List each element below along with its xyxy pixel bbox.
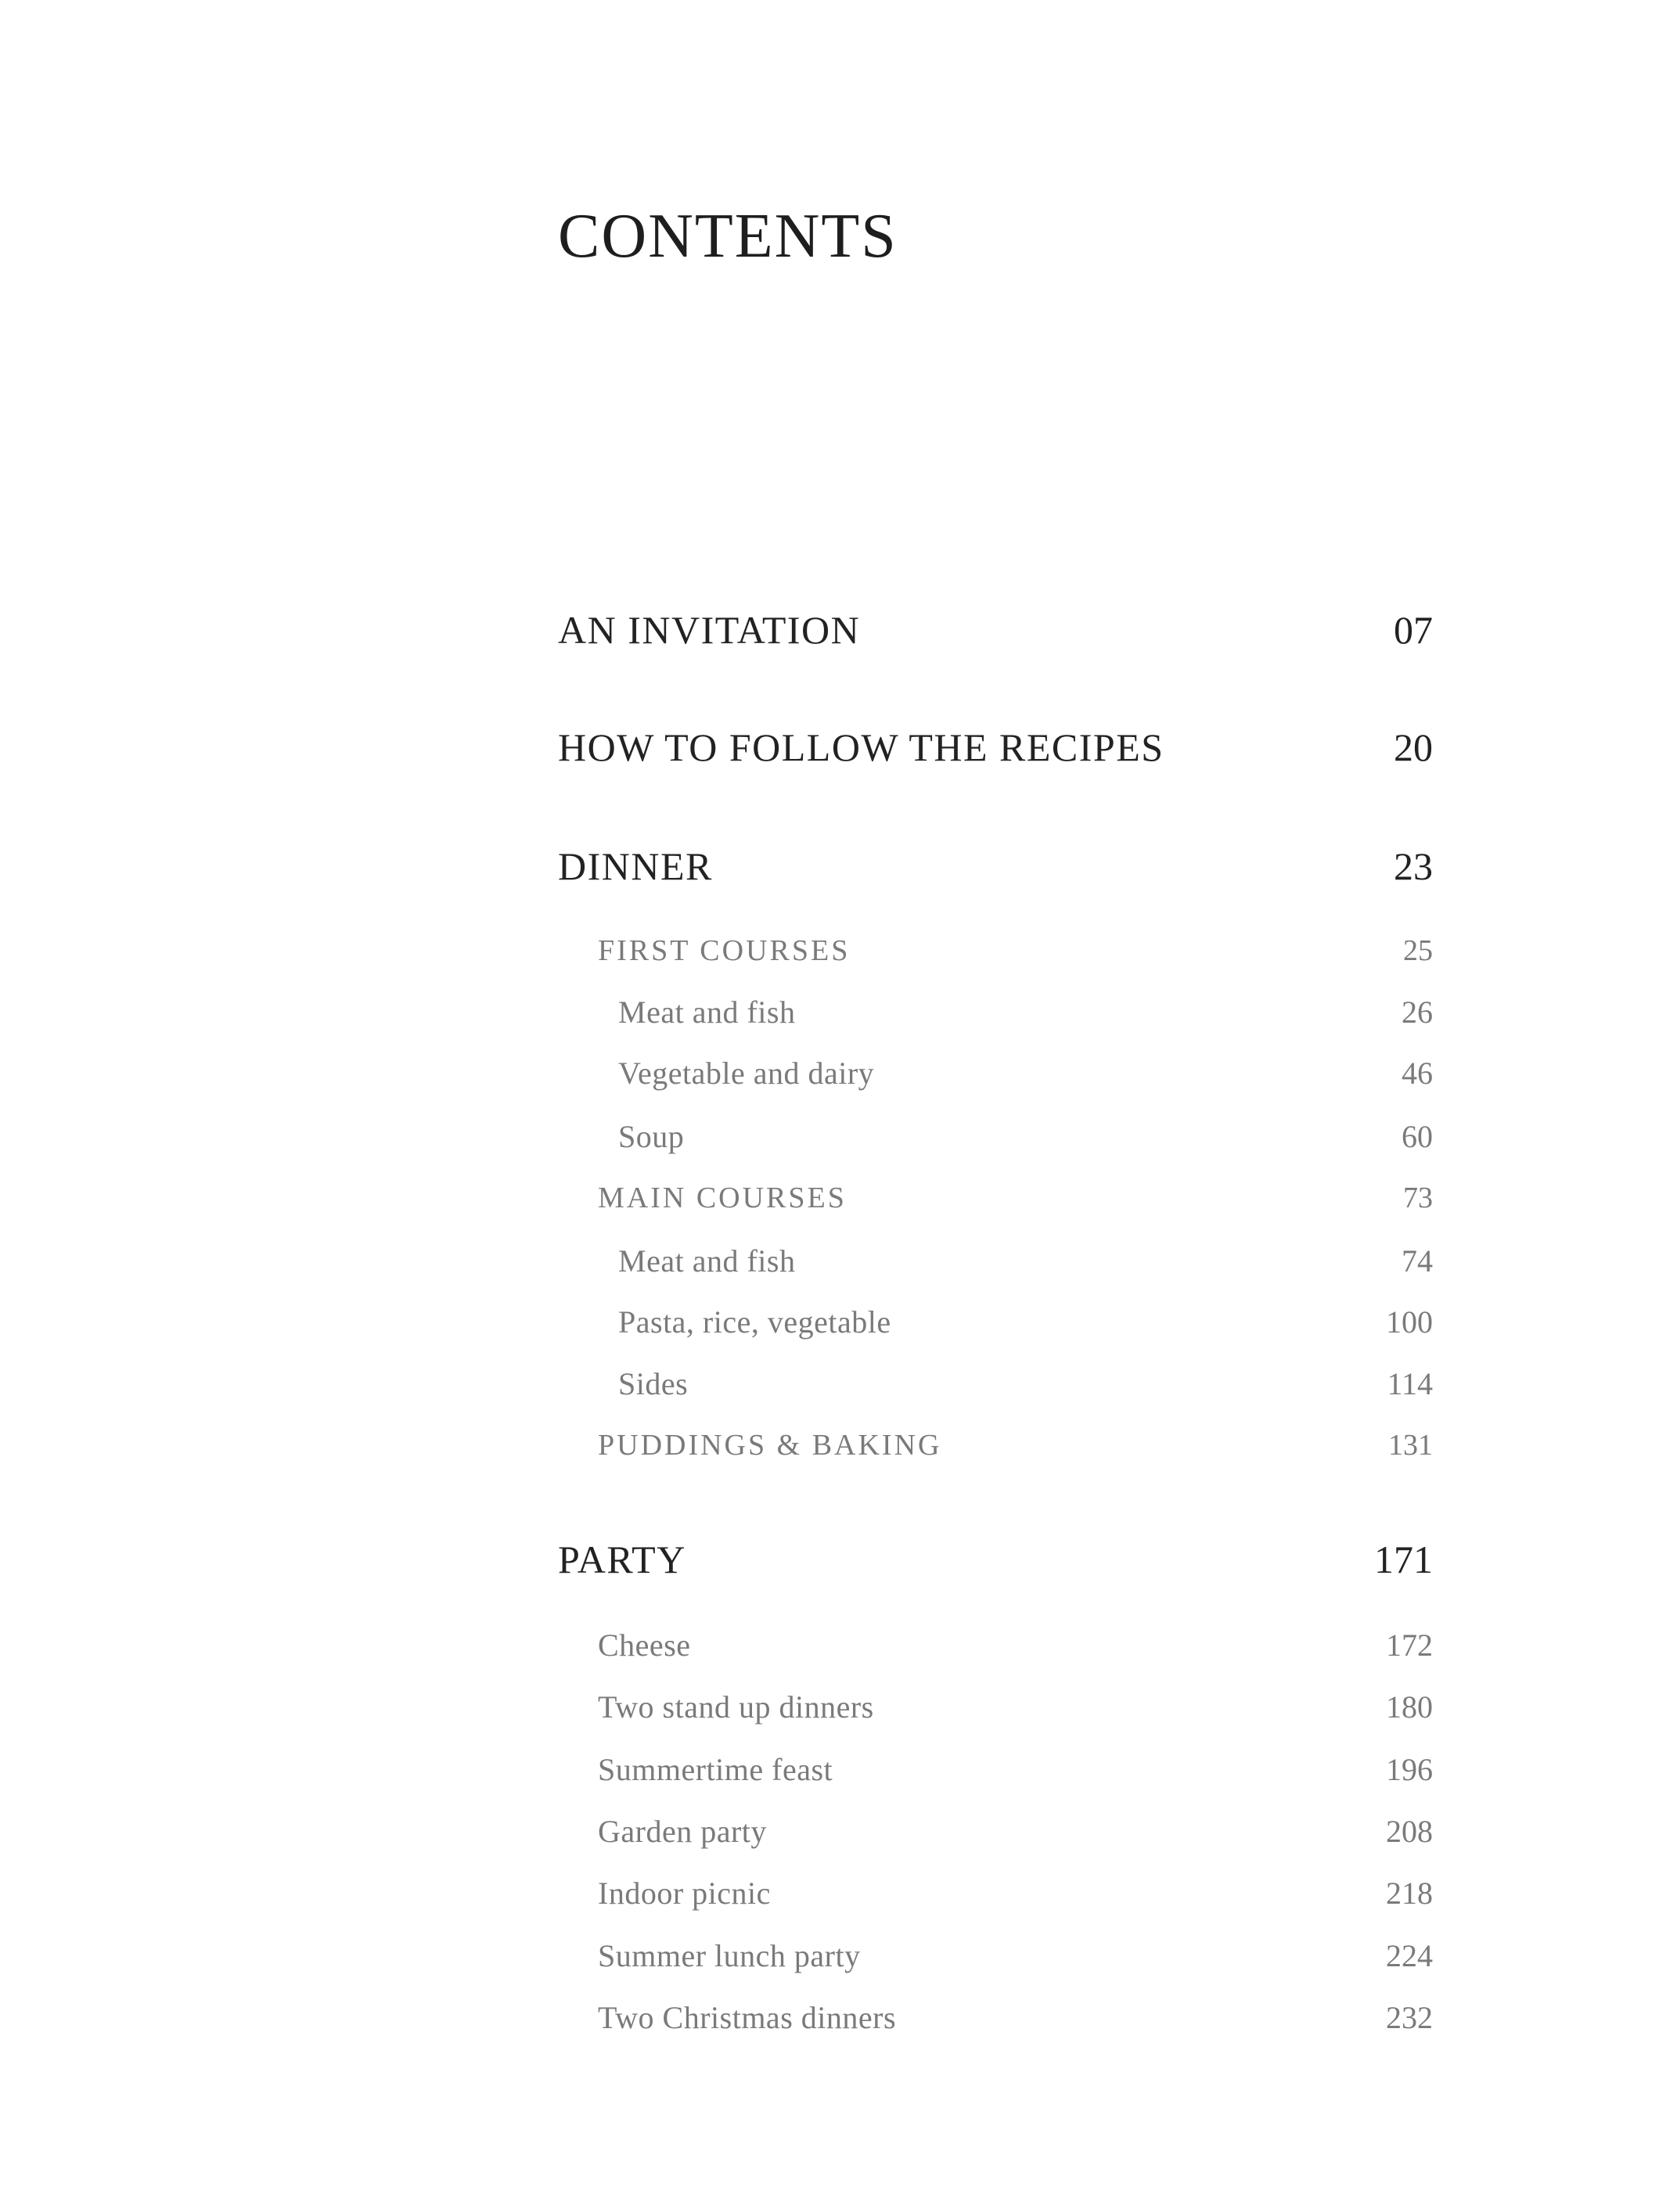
toc-page: 07 (1394, 608, 1433, 652)
toc-page: 172 (1386, 1628, 1433, 1663)
toc-label: Vegetable and dairy (618, 1056, 875, 1091)
toc-label: Meat and fish (618, 1243, 796, 1279)
toc-page: 100 (1386, 1304, 1433, 1340)
toc-page: 25 (1403, 934, 1433, 967)
toc-page: 74 (1402, 1243, 1433, 1279)
toc-entry-pasta-rice-vegetable[interactable] (558, 1304, 1433, 1354)
toc-label: Cheese (598, 1628, 691, 1663)
toc-page: 23 (1394, 844, 1433, 888)
toc-entry-dinner[interactable] (558, 844, 1433, 894)
toc-page: 73 (1403, 1182, 1433, 1214)
toc-label: FIRST COURSES (598, 934, 851, 967)
toc-entry-main-courses[interactable] (558, 1183, 1433, 1230)
toc-entry-meat-and-fish-main[interactable] (558, 1243, 1433, 1293)
toc-page: 46 (1402, 1056, 1433, 1091)
toc-entry-first-courses[interactable] (558, 936, 1433, 983)
toc-entry-meat-and-fish[interactable] (558, 997, 1433, 1044)
toc-label: Pasta, rice, vegetable (618, 1304, 891, 1340)
toc-label: Indoor picnic (598, 1876, 771, 1911)
toc-label: HOW TO FOLLOW THE RECIPES (558, 725, 1164, 769)
toc-label: Sides (618, 1366, 689, 1401)
toc-entry-cheese[interactable] (558, 1630, 1433, 1677)
toc-label: PARTY (558, 1538, 686, 1581)
toc-entry-vegetable-and-dairy[interactable] (558, 1058, 1433, 1105)
toc-entry-sides[interactable] (558, 1366, 1433, 1415)
toc-entry-how-to-follow[interactable] (558, 725, 1433, 775)
toc-label: Summertime feast (598, 1752, 833, 1787)
toc-label: Meat and fish (618, 995, 796, 1030)
toc-page: 171 (1374, 1538, 1433, 1581)
toc-entry-two-christmas-dinners[interactable] (558, 2002, 1433, 2049)
toc-label: DINNER (558, 844, 713, 888)
toc-page: 232 (1386, 2000, 1433, 2035)
toc-entry-two-stand-up-dinners[interactable] (558, 1689, 1433, 1739)
toc-page: 20 (1394, 725, 1433, 769)
toc-entry-soup[interactable] (558, 1121, 1433, 1168)
toc-label: Two Christmas dinners (598, 2000, 897, 2035)
toc-entry-puddings-baking[interactable] (558, 1430, 1433, 1477)
toc-page: 131 (1388, 1429, 1433, 1462)
toc-label: Garden party (598, 1814, 767, 1849)
toc-page: 26 (1402, 995, 1433, 1030)
toc-label: Summer lunch party (598, 1938, 861, 1973)
toc-page: 208 (1386, 1814, 1433, 1849)
toc-entry-party[interactable] (558, 1540, 1433, 1587)
toc-page: 196 (1386, 1752, 1433, 1787)
toc-entry-summer-lunch-party[interactable] (558, 1940, 1433, 1987)
toc-label: Soup (618, 1119, 685, 1154)
page-title: CONTENTS (558, 202, 898, 271)
toc-page: 218 (1386, 1876, 1433, 1911)
toc-label: MAIN COURSES (598, 1182, 847, 1214)
toc-label: Two stand up dinners (598, 1689, 874, 1725)
toc-entry-summertime-feast[interactable] (558, 1754, 1433, 1801)
toc-entry-an-invitation[interactable] (558, 610, 1433, 657)
toc-entry-indoor-picnic[interactable] (558, 1878, 1433, 1925)
toc-label: AN INVITATION (558, 608, 861, 652)
toc-page: 114 (1387, 1366, 1433, 1401)
toc-page: 224 (1386, 1938, 1433, 1973)
toc-label: PUDDINGS & BAKING (598, 1429, 942, 1462)
toc-entry-garden-party[interactable] (558, 1816, 1433, 1863)
toc-page: 60 (1402, 1119, 1433, 1154)
toc-page: 180 (1386, 1689, 1433, 1725)
